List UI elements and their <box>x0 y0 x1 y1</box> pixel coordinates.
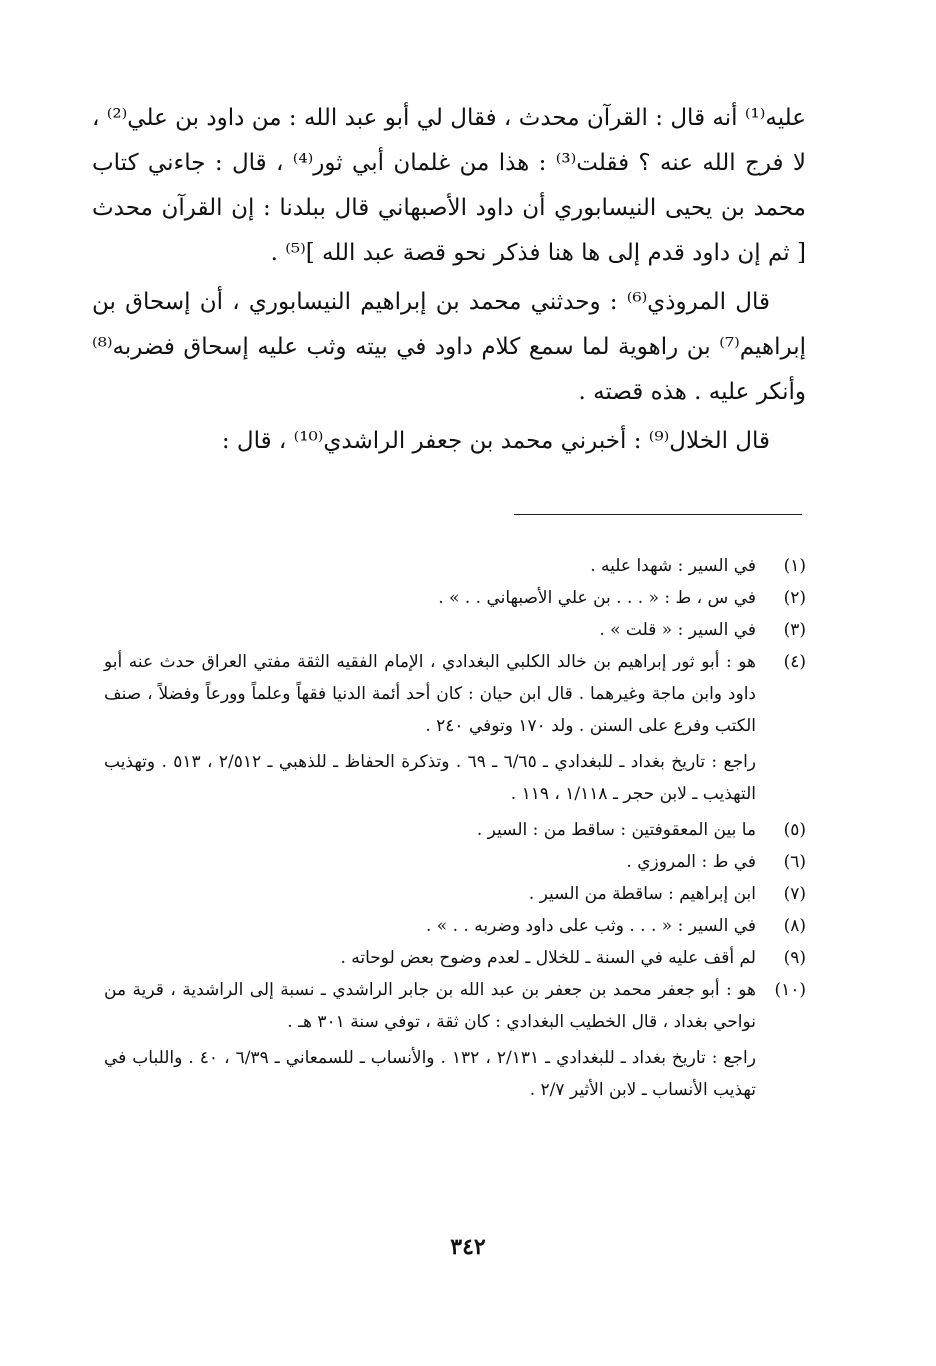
footnote-text: ما بين المعقوفتين : ساقط من : السير . <box>476 820 756 840</box>
footnote-number: (٧) <box>783 884 806 904</box>
footnote-text: في السير : « قلت » . <box>599 620 756 640</box>
footnote-number: (١٠) <box>774 980 806 1000</box>
footnote-3 <box>104 614 806 646</box>
footnote-number: (٥) <box>783 820 806 840</box>
footnote-number: (١) <box>783 556 806 576</box>
footnote-text: ابن إبراهيم : ساقطة من السير . <box>528 884 756 904</box>
footnote-9 <box>104 942 806 974</box>
footnote-text: في السير : شهدا عليه . <box>590 556 756 576</box>
footnote-7 <box>104 878 806 910</box>
footnote-number: (٤) <box>783 652 806 672</box>
footnote-4 <box>104 646 806 742</box>
footnote-number: (٨) <box>783 916 806 936</box>
paragraph-3: قال الخلال⁽⁹⁾ : أخبرني محمد بن جعفر الراشدي⁽¹⁰⁾ ، قال : <box>221 428 770 454</box>
paragraph-2: قال المروذي⁽⁶⁾ : وحدثني محمد بن إبراهيم النيسابوري ، أن إسحاق بن إبراهيم⁽⁷⁾ بن راهوية لما سمع كلام داود في بيته وثب عليه إسحاق فضربه⁽⁸⁾ وأنكر عليه . هذه قصته . <box>92 289 806 405</box>
footnote-number: (٢) <box>783 588 806 608</box>
footnote-text: هو : أبو ثور إبراهيم بن خالد الكلبي البغدادي ، الإمام الفقيه الثقة مفتي العراق حدث عنه أبو داود وابن ماجة وغيرهما . قال ابن حيان : كان أحد أئمة الدنيا فقهاً وعلماً وورعاً وفضلاً ، صنف الكتب وفرع على السنن . ولد ١٧٠ وتوفي ٢٤٠ . <box>104 652 756 736</box>
footnote-text: هو : أبو جعفر محمد بن جعفر بن عبد الله بن جابر الراشدي ـ نسبة إلى الراشدية ، قرية من نواحي بغداد ، قال الخطيب البغدادي : كان ثقة ، توفي سنة ٣٠١ هـ . <box>104 980 756 1032</box>
footnote-1 <box>104 550 806 582</box>
footnote-separator <box>514 514 802 515</box>
footnote-number: (٣) <box>783 620 806 640</box>
footnote-2 <box>104 582 806 614</box>
footnote-8 <box>104 910 806 942</box>
footnote-text: في السير : « . . . وثب على داود وضربه . . » . <box>426 916 756 936</box>
footnote-4-reference: راجع : تاريخ بغداد ـ للبغدادي ـ ٦/٦٥ ـ ٦٩ . وتذكرة الحفاظ ـ للذهبي ـ ٢/٥١٢ ، ٥١٣ . وتهذيب التهذيب ـ لابن حجر ـ ١/١١٨ ، ١١٩ . <box>104 752 757 804</box>
footnote-number: (٩) <box>783 948 806 968</box>
footnote-10-reference: راجع : تاريخ بغداد ـ للبغدادي ـ ٢/١٣١ ، ١٣٢ . والأنساب ـ للسمعاني ـ ٦/٣٩ ، ٤٠ . واللباب في تهذيب الأنساب ـ لابن الأثير ٢/٧ . <box>104 1048 756 1100</box>
footnotes <box>104 550 806 1110</box>
paragraph-1: عليه⁽¹⁾ أنه قال : القرآن محدث ، فقال لي أبو عبد الله : من داود بن علي⁽²⁾ ، لا فرج الله عنه ؟ فقلت⁽³⁾ : هذا من غلمان أبي ثور⁽⁴⁾ ، قال : جاءني كتاب محمد بن يحيى النيسابوري أن داود الأصبهاني قال ببلدنا : إن القرآن محدث [ ثم إن داود قدم إلى ها هنا فذكر نحو قصة عبد الله ]⁽⁵⁾ . <box>92 105 807 266</box>
main-text <box>92 96 806 468</box>
footnote-5 <box>104 814 806 846</box>
footnote-text: لم أقف عليه في السنة ـ للخلال ـ لعدم وضوح بعض لوحاته . <box>340 948 756 968</box>
footnote-6 <box>104 846 806 878</box>
footnote-10 <box>104 974 806 1038</box>
footnote-text: في س ، ط : « . . . بن علي الأصبهاني . . » . <box>438 588 756 608</box>
footnote-text: في ط : المروزي . <box>626 852 756 872</box>
footnote-number: (٦) <box>783 852 806 872</box>
page-number: ٣٤٢ <box>450 1234 486 1260</box>
